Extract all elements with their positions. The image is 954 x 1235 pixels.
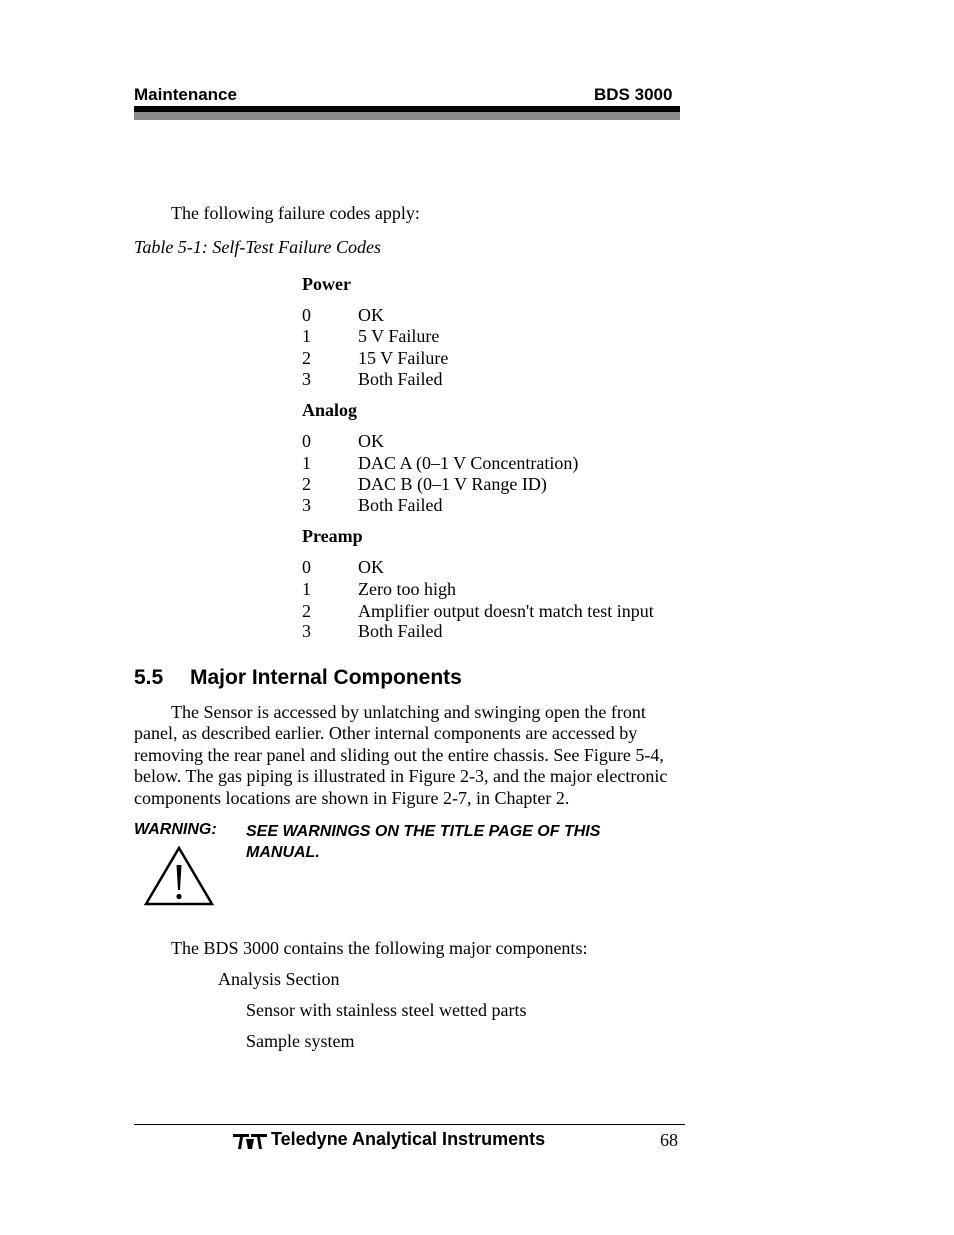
code-description: Amplifier output doesn't match test input bbox=[358, 601, 654, 621]
header-rule-shadow bbox=[134, 112, 680, 120]
code-description: Both Failed bbox=[358, 621, 443, 641]
table-caption: Table 5-1: Self-Test Failure Codes bbox=[134, 237, 381, 257]
code-description: OK bbox=[358, 557, 384, 577]
code-description: Both Failed bbox=[358, 369, 443, 389]
paragraph-line: components locations are shown in Figure 2-7, in Chapter 2. bbox=[134, 787, 570, 808]
warning-text: SEE WARNINGS ON THE TITLE PAGE OF THIS MANUAL. bbox=[246, 823, 601, 861]
group-title-analog: Analog bbox=[302, 400, 358, 420]
footer-company: Teledyne Analytical Instruments bbox=[271, 1129, 546, 1149]
paragraph-line: The Sensor is accessed by unlatching and swinging open the front bbox=[171, 702, 646, 722]
code-value: 3 bbox=[302, 495, 311, 515]
code-description: 15 V Failure bbox=[358, 348, 449, 368]
list-item: Sensor with stainless steel wetted parts bbox=[246, 1000, 527, 1020]
code-description: DAC A (0–1 V Concentration) bbox=[358, 453, 579, 473]
code-description: OK bbox=[358, 305, 384, 325]
code-value: 0 bbox=[302, 557, 311, 577]
components-intro: The BDS 3000 contains the following major components: bbox=[171, 938, 588, 958]
warning-label: WARNING: bbox=[134, 821, 217, 838]
code-value: 2 bbox=[302, 474, 311, 494]
paragraph-line: removing the rear panel and sliding out the entire chassis. See Figure 5-4, bbox=[134, 744, 664, 765]
teledyne-logo-icon bbox=[232, 1131, 268, 1156]
running-header-section: Maintenance bbox=[134, 85, 237, 104]
code-description: Zero too high bbox=[358, 579, 456, 599]
group-title-power: Power bbox=[302, 274, 351, 294]
code-value: 0 bbox=[302, 305, 311, 325]
paragraph-line: panel, as described earlier. Other internal components are accessed by bbox=[134, 723, 638, 744]
code-description: 5 V Failure bbox=[358, 326, 440, 346]
list-item: Sample system bbox=[246, 1031, 355, 1051]
code-description: DAC B (0–1 V Range ID) bbox=[358, 474, 547, 494]
intro-text: The following failure codes apply: bbox=[171, 203, 420, 223]
list-item: Analysis Section bbox=[218, 969, 340, 989]
code-value: 0 bbox=[302, 431, 311, 451]
footer-rule bbox=[134, 1124, 685, 1125]
code-description: Both Failed bbox=[358, 495, 443, 515]
code-description: OK bbox=[358, 431, 384, 451]
code-value: 3 bbox=[302, 621, 311, 641]
section-paragraph bbox=[134, 702, 690, 809]
paragraph-line: below. The gas piping is illustrated in Figure 2-3, and the major electronic bbox=[134, 766, 668, 787]
code-value: 1 bbox=[302, 326, 311, 346]
group-title-preamp: Preamp bbox=[302, 526, 363, 546]
section-heading bbox=[134, 666, 462, 690]
code-value: 1 bbox=[302, 579, 311, 599]
code-value: 2 bbox=[302, 348, 311, 368]
page-number: 68 bbox=[660, 1130, 678, 1150]
section-title: Major Internal Components bbox=[190, 666, 462, 689]
running-header-product: BDS 3000 bbox=[594, 85, 673, 104]
warning-triangle-icon bbox=[143, 845, 215, 914]
code-value: 1 bbox=[302, 453, 311, 473]
code-value: 2 bbox=[302, 601, 311, 621]
code-value: 3 bbox=[302, 369, 311, 389]
section-number: 5.5 bbox=[134, 666, 164, 689]
